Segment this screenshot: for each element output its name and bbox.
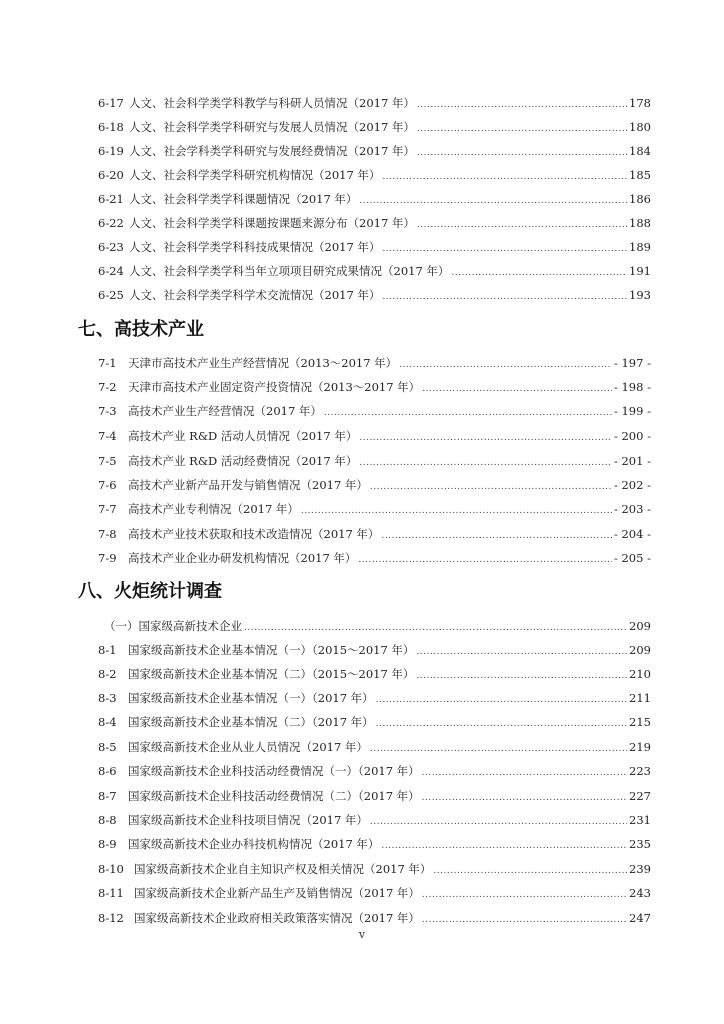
entry-page: 247 — [629, 911, 651, 925]
entry-number: 7-6 — [98, 478, 117, 492]
toc-entry[interactable] — [98, 785, 651, 807]
dot-leader — [301, 498, 612, 522]
toc-entry[interactable] — [98, 376, 651, 398]
toc-entry[interactable] — [98, 212, 651, 234]
entry-title: 高技术产业技术获取和技术改造情况（2017 年） — [128, 527, 380, 541]
dot-leader — [422, 785, 627, 809]
entry-number: 6-21 — [98, 192, 124, 206]
entry-page: 184 — [629, 144, 651, 158]
toc-entry[interactable] — [98, 116, 651, 138]
entry-number: 7-7 — [98, 502, 117, 516]
entry-page: - 199 - — [613, 404, 651, 418]
entry-number: 8-12 — [98, 911, 124, 925]
toc-entry[interactable] — [98, 907, 651, 929]
entry-number: 7-2 — [98, 380, 117, 394]
entry-page: 231 — [629, 813, 651, 827]
subsection-title: （一）国家级高新技术企业 — [104, 619, 242, 633]
entry-title: 国家级高新技术企业基本情况（一）（2017 年） — [128, 691, 374, 705]
dot-leader — [417, 140, 627, 164]
toc-entry[interactable] — [98, 882, 651, 904]
entry-title: 高技术产业新产品开发与销售情况（2017 年） — [128, 478, 368, 492]
entry-title: 高技术产业专利情况（2017 年） — [128, 502, 299, 516]
entry-title: 国家级高新技术企业基本情况（二）（2015～2017 年） — [128, 667, 415, 681]
page-footer-number: v — [358, 928, 366, 941]
toc-entry[interactable] — [98, 140, 651, 162]
entry-number: 8-7 — [98, 789, 117, 803]
toc-entry[interactable] — [98, 284, 651, 306]
entry-title: 人文、社会科学类学科教学与科研人员情况（2017 年） — [129, 96, 415, 110]
entry-page: - 197 - — [613, 356, 651, 370]
dot-leader — [381, 833, 627, 857]
entry-number: 6-19 — [98, 144, 124, 158]
dot-leader — [370, 736, 627, 760]
entry-number: 6-22 — [98, 216, 124, 230]
entry-title: 人文、社会科学类学科研究机构情况（2017 年） — [129, 168, 381, 182]
dot-leader — [422, 760, 627, 784]
entry-number: 8-3 — [98, 691, 117, 705]
toc-entry[interactable] — [98, 711, 651, 733]
entry-title: 高技术产业 R&D 活动人员情况（2017 年） — [128, 429, 358, 443]
entry-page: 235 — [629, 837, 651, 851]
entry-number: 8-4 — [98, 715, 117, 729]
dot-leader — [370, 809, 627, 833]
entry-number: 6-18 — [98, 120, 124, 134]
toc-entry[interactable] — [98, 498, 651, 520]
entry-page: 239 — [629, 862, 651, 876]
entry-title: 高技术产业企业办研发机构情况（2017 年） — [128, 551, 357, 565]
dot-leader — [376, 687, 627, 711]
entry-number: 8-5 — [98, 740, 117, 754]
entry-page: - 202 - — [613, 478, 651, 492]
toc-entry[interactable] — [98, 425, 651, 447]
entry-page: - 204 - — [613, 527, 651, 541]
entry-number: 8-6 — [98, 764, 117, 778]
toc-entry[interactable] — [98, 687, 651, 709]
entry-number: 6-23 — [98, 240, 124, 254]
entry-page: 215 — [629, 715, 651, 729]
toc-entry[interactable] — [98, 260, 651, 282]
entry-number: 8-8 — [98, 813, 117, 827]
entry-page: 209 — [629, 619, 651, 633]
entry-title: 国家级高新技术企业从业人员情况（2017 年） — [128, 740, 368, 754]
toc-entry[interactable] — [98, 400, 651, 422]
dot-leader — [324, 400, 612, 424]
entry-page: 180 — [629, 120, 651, 134]
entry-number: 6-17 — [98, 96, 124, 110]
dot-leader — [381, 523, 612, 547]
dot-leader — [422, 376, 612, 400]
entry-page: 188 — [629, 216, 651, 230]
dot-leader — [416, 639, 627, 663]
entry-number: 7-8 — [98, 527, 117, 541]
entry-title: 国家级高新技术企业科技项目情况（2017 年） — [128, 813, 368, 827]
entry-page: 227 — [629, 789, 651, 803]
dot-leader — [382, 164, 627, 188]
entry-number: 8-10 — [98, 862, 124, 876]
toc-entry[interactable] — [98, 164, 651, 186]
entry-title: 国家级高新技术企业办科技机构情况（2017 年） — [128, 837, 380, 851]
dot-leader — [382, 236, 627, 260]
toc-entry[interactable] — [98, 547, 651, 569]
entry-title: 国家级高新技术企业新产品生产及销售情况（2017 年） — [134, 886, 420, 900]
entry-page: 189 — [629, 240, 651, 254]
dot-leader — [359, 425, 612, 449]
entry-title: 国家级高新技术企业基本情况（一）（2015～2017 年） — [128, 643, 415, 657]
toc-entry[interactable] — [98, 858, 651, 880]
entry-page: 210 — [629, 667, 651, 681]
dot-leader — [244, 615, 627, 639]
entry-page: 178 — [629, 96, 651, 110]
entry-title: 高技术产业生产经营情况（2017 年） — [128, 404, 322, 418]
dot-leader — [422, 882, 627, 906]
entry-number: 6-20 — [98, 168, 124, 182]
toc-entry[interactable] — [98, 352, 651, 374]
entry-page: 193 — [629, 288, 651, 302]
dot-leader — [399, 352, 612, 376]
entry-page: - 201 - — [613, 454, 651, 468]
entry-page: - 203 - — [613, 502, 651, 516]
entry-number: 8-9 — [98, 837, 117, 851]
entry-title: 国家级高新技术企业自主知识产权及相关情况（2017 年） — [134, 862, 432, 876]
entry-page: 186 — [629, 192, 651, 206]
entry-title: 人文、社会科学类学科当年立项项目研究成果情况（2017 年） — [129, 264, 450, 278]
toc-entry[interactable] — [98, 236, 651, 258]
entry-number: 8-1 — [98, 643, 117, 657]
toc-entry[interactable] — [98, 92, 651, 114]
entry-title: 人文、社会科学类学科课题情况（2017 年） — [129, 192, 358, 206]
entry-title: 国家级高新技术企业基本情况（二）（2017 年） — [128, 715, 374, 729]
section-heading-7: 七、高技术产业 — [78, 319, 204, 340]
entry-title: 国家级高新技术企业科技活动经费情况（一）（2017 年） — [128, 764, 420, 778]
entry-title: 人文、社会科学类学科学术交流情况（2017 年） — [129, 288, 381, 302]
toc-entry[interactable] — [98, 760, 651, 782]
toc-entry[interactable] — [98, 663, 651, 685]
section-heading-8: 八、火炬统计调查 — [78, 581, 222, 602]
entry-number: 6-24 — [98, 264, 124, 278]
dot-leader — [358, 547, 612, 571]
dot-leader — [416, 663, 627, 687]
dot-leader — [417, 92, 627, 116]
entry-page: - 200 - — [613, 429, 651, 443]
toc-entry[interactable] — [98, 639, 651, 661]
entry-number: 6-25 — [98, 288, 124, 302]
toc-entry[interactable] — [98, 450, 651, 472]
dot-leader — [433, 858, 627, 882]
toc-subsection[interactable] — [104, 615, 651, 637]
entry-page: 219 — [629, 740, 651, 754]
entry-page: 209 — [629, 643, 651, 657]
entry-page: 211 — [629, 691, 651, 705]
entry-title: 人文、社会科学类学科科技成果情况（2017 年） — [129, 240, 381, 254]
entry-title: 人文、社会科学类学科研究与发展人员情况（2017 年） — [129, 120, 415, 134]
entry-page: 223 — [629, 764, 651, 778]
entry-number: 8-2 — [98, 667, 117, 681]
entry-page: - 198 - — [613, 380, 651, 394]
toc-entry[interactable] — [98, 474, 651, 496]
entry-title: 天津市高技术产业固定资产投资情况（2013～2017 年） — [128, 380, 421, 394]
entry-title: 国家级高新技术企业科技活动经费情况（二）（2017 年） — [128, 789, 420, 803]
entry-number: 7-3 — [98, 404, 117, 418]
entry-title: 高技术产业 R&D 活动经费情况（2017 年） — [128, 454, 358, 468]
entry-page: 243 — [629, 886, 651, 900]
entry-number: 7-5 — [98, 454, 117, 468]
dot-leader — [370, 474, 612, 498]
entry-number: 7-4 — [98, 429, 117, 443]
dot-leader — [359, 450, 612, 474]
dot-leader — [417, 212, 627, 236]
entry-title: 人文、社会学科类学科研究与发展经费情况（2017 年） — [129, 144, 415, 158]
entry-page: 185 — [629, 168, 651, 182]
entry-page: - 205 - — [613, 551, 651, 565]
dot-leader — [376, 711, 627, 735]
toc-entry[interactable] — [98, 188, 651, 210]
entry-title: 国家级高新技术企业政府相关政策落实情况（2017 年） — [134, 911, 420, 925]
entry-page: 191 — [629, 264, 651, 278]
entry-number: 7-1 — [98, 356, 117, 370]
toc-entry[interactable] — [98, 809, 651, 831]
dot-leader — [382, 284, 627, 308]
dot-leader — [359, 188, 627, 212]
entry-title: 人文、社会科学类学科课题按课题来源分布（2017 年） — [129, 216, 415, 230]
entry-title: 天津市高技术产业生产经营情况（2013～2017 年） — [128, 356, 398, 370]
dot-leader — [451, 260, 627, 284]
entry-number: 8-11 — [98, 886, 124, 900]
toc-entry[interactable] — [98, 833, 651, 855]
entry-number: 7-9 — [98, 551, 117, 565]
toc-entry[interactable] — [98, 736, 651, 758]
toc-entry[interactable] — [98, 523, 651, 545]
dot-leader — [417, 116, 627, 140]
